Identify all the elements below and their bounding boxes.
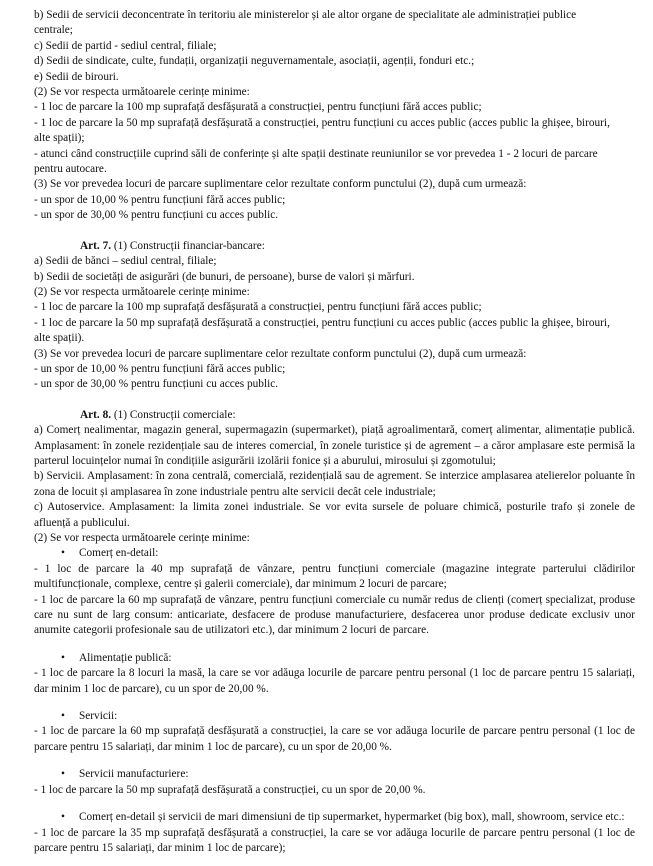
paragraph: - 1 loc de parcare la 60 mp suprafață de vânzare, pentru funcțiuni comerciale cu număr redus de clienți (comerț specializat, produse care nu sunt de larg consum: anticariate, desfacere de produse manufacturiere, desfacerea unor produse dedicate exclusiv unor anumite categorii profesionale sau de utilizatori etc.), dar minimum 2 locuri de parcare.	[34, 593, 635, 637]
text-line: pentru autocare.	[34, 163, 107, 176]
text-line: b) Sedii de servicii deconcentrate în teritoriu ale ministerelor și ale altor organe de specialitate ale administrației publice	[34, 9, 577, 21]
bullet-icon: •	[61, 547, 65, 560]
text-line: (2) Se vor respecta următoarele cerințe minime:	[34, 285, 250, 298]
paragraph: b) Servicii. Amplasament: în zona centrală, comercială, rezidențială sau de agrement. Se interzice amplasarea atelierelor poluante în zona de locuit și amplasarea în zone industriale pentru alte servicii decât cele industriale;	[34, 470, 635, 498]
text-line: - 1 loc de parcare la 100 mp suprafață desfășurată a construcției, pentru funcțiuni fără acces public;	[34, 101, 482, 114]
text-line: (3) Se vor prevedea locuri de parcare suplimentare celor rezultate conform punctului (2), după cum urmează:	[34, 178, 527, 191]
text-line: - atunci când construcțiile cuprind săli de conferințe și alte spații destinate reuniunilor se vor prevedea 1 - 2 locuri de parcare	[34, 147, 598, 160]
bullet-title: Servicii manufacturiere:	[79, 768, 189, 781]
article-8	[34, 408, 635, 857]
bullet-icon: •	[61, 811, 65, 824]
article-number: Art. 7.	[80, 239, 112, 252]
bullet-heading	[34, 651, 635, 666]
bullet-icon: •	[61, 651, 65, 664]
article-number: Art. 8.	[80, 408, 112, 421]
paragraph: a) Comerț nealimentar, magazin general, supermagazin (supermarket), piață agroalimentară, comerț alimentar, alimentație publică. Amplasament: în zonele rezidențiale sau de interes comercial, în zonele turistice și de agrement – a căror amplasare este permisă la parterul locuințelor numai în condițiile asigurării izolării fonice și a aburului, mirosului și zgomotului;	[34, 424, 635, 467]
text-line: b) Sedii de societăți de asigurări (de bunuri, de persoane), burse de valori și mărfuri.	[34, 270, 415, 283]
paragraph: - 1 loc de parcare la 8 locuri la masă, la care se vor adăuga locurile de parcare pentru personal (1 loc de parcare pentru 15 salariați, dar minim 1 loc de parcare), cu un spor de 20,00 %.	[34, 667, 635, 695]
text-line: alte spații);	[34, 132, 85, 145]
text-line: (2) Se vor respecta următoarele cerințe minime:	[34, 86, 250, 99]
text-line: e) Sedii de birouri.	[34, 70, 119, 83]
text-line: - 1 loc de parcare la 100 mp suprafață desfășurată a construcției, pentru funcțiuni fără acces public;	[34, 301, 482, 314]
bullet-heading	[34, 767, 635, 782]
paragraph: c) Autoservice. Amplasament: la limita zonei industriale. Se vor evita sursele de poluare chimică, posturile trafo și zonele de afluență a publicului.	[34, 501, 635, 529]
text-line: - un spor de 10,00 % pentru funcțiuni fără acces public;	[34, 193, 286, 206]
text-line: - un spor de 30,00 % pentru funcțiuni cu acces public.	[34, 378, 279, 391]
article-title: (1) Construcții comerciale:	[111, 408, 236, 421]
text-line: d) Sedii de sindicate, culte, fundații, organizații neguvernamentale, asociații, agenții, fonduri etc.;	[34, 55, 475, 68]
text-line: - un spor de 30,00 % pentru funcțiuni cu acces public.	[34, 209, 279, 222]
text-line: (2) Se vor respecta următoarele cerințe minime:	[34, 532, 250, 544]
bullet-heading	[34, 709, 635, 724]
bullet-heading	[34, 546, 635, 561]
text-line: (3) Se vor prevedea locuri de parcare suplimentare celor rezultate conform punctului (2), după cum urmează:	[34, 347, 527, 360]
section-continuation	[34, 8, 635, 224]
paragraph: - 1 loc de parcare la 40 mp suprafață de vânzare, pentru funcțiuni comerciale (magazine integrate parterului clădirilor multifuncționale, complexe, centre și galerii comerciale), dar minimum 2 locuri de parcare;	[34, 562, 635, 591]
text-line: alte spații).	[34, 332, 85, 345]
article-heading	[34, 239, 635, 254]
text-line: c) Sedii de partid - sediul central, filiale;	[34, 39, 217, 52]
text-line: - 1 loc de parcare la 50 mp suprafață desfășurată a construcției, pentru funcțiuni cu acces public (acces public la ghișee, birouri,	[34, 316, 610, 329]
bullet-icon: •	[61, 768, 65, 781]
paragraph: - 1 loc de parcare la 50 mp suprafață desfășurată a construcției, cu un spor de 20,00 %.	[34, 783, 426, 796]
bullet-title: Alimentație publică:	[79, 651, 172, 664]
text-line: centrale;	[34, 24, 73, 37]
bullet-title: Comerț en-detail și servicii de mari dimensiuni de tip supermarket, hypermarket (big box), mall, showroom, service etc.:	[79, 811, 625, 824]
paragraph: - 1 loc de parcare la 35 mp suprafață desfășurată a construcției, la care se vor adăuga locurile de parcare pentru personal (1 loc de parcare pentru 15 salariați, dar minim 1 loc de parcare);	[34, 826, 635, 854]
bullet-title: Comerț en-detail:	[79, 547, 159, 560]
bullet-title: Servicii:	[79, 710, 118, 723]
article-7	[34, 239, 635, 393]
bullet-icon: •	[61, 710, 65, 723]
text-line: a) Sedii de bănci – sediul central, filiale;	[34, 255, 217, 268]
bullet-heading	[34, 810, 635, 825]
article-title: (1) Construcții financiar-bancare:	[111, 239, 265, 252]
text-line: - un spor de 10,00 % pentru funcțiuni fără acces public;	[34, 362, 286, 375]
article-heading	[34, 408, 635, 423]
paragraph: - 1 loc de parcare la 60 mp suprafață desfășurată a construcției, la care se vor adăuga locurile de parcare pentru personal (1 loc de parcare pentru 15 salariați, dar minim 1 loc de parcare), cu un spor de 20,00 %.	[34, 725, 635, 753]
text-line: - 1 loc de parcare la 50 mp suprafață desfășurată a construcției, pentru funcțiuni cu acces public (acces public la ghișee, birouri,	[34, 116, 610, 129]
